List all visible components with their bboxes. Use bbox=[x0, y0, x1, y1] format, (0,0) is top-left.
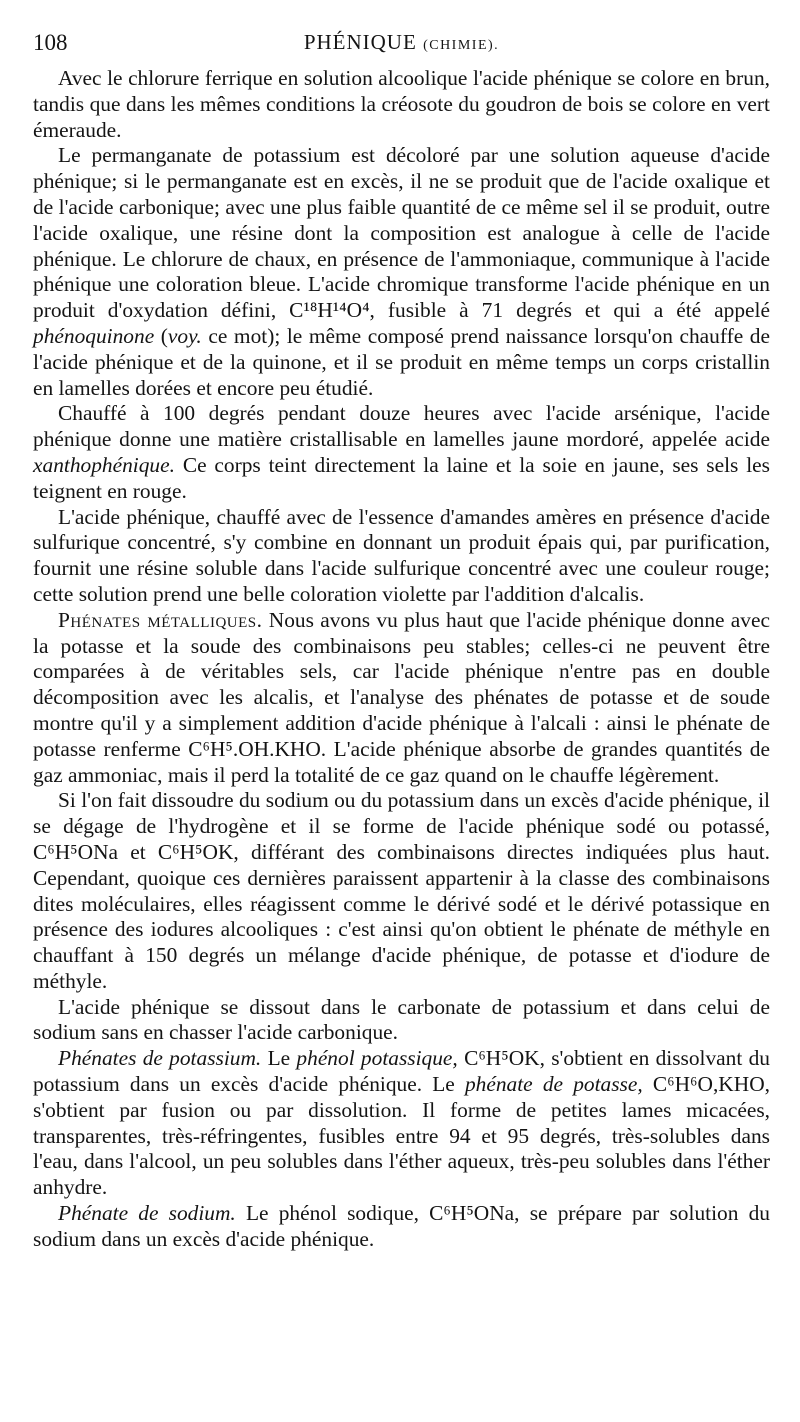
paragraph-8-text-c: C⁶H⁶O,KHO, s'obtient par fusion ou par dissolution. Il forme de petites lames micacées, transparentes, très-réfringentes, fusibles entre 94 et 95 degrés, très-solubles dans l'eau, dans l'alcool, un peu solubles dans l'éther aqueux, très-peu solubles dans l'éther anhydre. bbox=[33, 1072, 770, 1200]
page-header bbox=[33, 26, 770, 66]
cross-reference: voy. bbox=[167, 323, 202, 348]
term-phenate-de-potasse: phénate de potasse, bbox=[464, 1072, 643, 1097]
paragraph-7: L'acide phénique se dissout dans le carbonate de potassium et dans celui de sodium sans en chasser l'acide carbonique. bbox=[33, 994, 770, 1045]
paragraph-8-text-b: C⁶H⁵OK, s'obtient en dissolvant du potassium dans un excès d'acide phénique. Le bbox=[33, 1046, 770, 1097]
paragraph-2-text-b: ( bbox=[154, 323, 168, 348]
paragraph-1: Avec le chlorure ferrique en solution alcoolique l'acide phénique se colore en brun, tandis que dans les mêmes conditions la créosote du goudron de bois se colore en vert émeraude. bbox=[33, 66, 770, 142]
paragraph-6: Si l'on fait dissoudre du sodium ou du potassium dans un excès d'acide phénique, il se dégage de l'hydrogène et il se forme de l'acide phénique sodé ou potassé, C⁶H⁵ONa et C⁶H⁵OK, différant des combinaisons directes indiquées plus haut. Cependant, quoique ces dernières paraissent appartenir à la classe des combinaisons dites moléculaires, elles réagissent comme le dérivé sodé et le dérivé potassique en présence des iodures alcooliques : c'est ainsi qu'on obtient le phénate de méthyle en chauffant à 150 degrés un mélange d'acide phénique, de potasse et d'iodure de méthyle. bbox=[33, 788, 770, 993]
body-text bbox=[33, 66, 770, 1253]
paragraph-3 bbox=[33, 401, 770, 504]
section-heading-phenates-potassium: Phénates de potassium. bbox=[58, 1046, 262, 1071]
paragraph-2 bbox=[33, 143, 770, 401]
running-title-subtitle: (CHIMIE). bbox=[423, 38, 500, 53]
paragraph-5-text: Nous avons vu plus haut que l'acide phénique donne avec la potasse et la soude des combinaisons peu stables; celles-ci ne peuvent être comparées à de véritables sels, car l'acide phénique n'entre pas en double décomposition avec les alcalis, et l'analyse des phénates de potasse et de soude montre qu'il y a simplement addition d'acide phénique à l'alcali : ainsi le phénate de potasse renferme C⁶H⁵.OH.KHO. L'acide phénique absorbe de grandes quantités de gaz ammoniac, mais il perd la totalité de ce gaz quand on le chauffe légèrement. bbox=[33, 607, 770, 787]
page-number: 108 bbox=[33, 30, 68, 55]
section-heading-phenates-metalliques: Phénates métalliques. bbox=[58, 607, 263, 632]
paragraph-3-text-b: Ce corps teint directement la laine et la soie en jaune, ses sels les teignent en rouge. bbox=[33, 452, 770, 503]
term-xanthophenique: xanthophénique. bbox=[33, 452, 175, 477]
paragraph-3-text-a: Chauffé à 100 degrés pendant douze heures avec l'acide arsénique, l'acide phénique donne une matière cristallisable en lamelles jaune mordoré, appelée acide bbox=[33, 401, 770, 452]
running-title-main: PHÉNIQUE bbox=[303, 30, 417, 54]
section-heading-phenate-sodium: Phénate de sodium. bbox=[58, 1201, 236, 1226]
paragraph-2-text-a: Le permanganate de potassium est décoloré par une solution aqueuse d'acide phénique; si le permanganate est en excès, il ne se produit que de l'acide oxalique et de l'acide carbonique; avec une plus faible quantité de ce même sel il se produit, outre l'acide oxalique, une résine dont la composition est analogue à celle de l'acide phénique. Le chlorure de chaux, en présence de l'ammoniaque, communique à l'acide phénique une coloration bleue. L'acide chromique transforme l'acide phénique en un produit d'oxydation défini, C¹⁸H¹⁴O⁴, fusible à 71 degrés et qui a été appelé bbox=[33, 143, 770, 323]
paragraph-9-text: Le phénol sodique, C⁶H⁵ONa, se prépare par solution du sodium dans un excès d'acide phénique. bbox=[33, 1201, 770, 1251]
term-phenol-potassique: phénol potassique, bbox=[296, 1046, 458, 1071]
paragraph-4: L'acide phénique, chauffé avec de l'essence d'amandes amères en présence d'acide sulfurique concentré, s'y combine en donnant un produit épais qui, par purification, fournit une résine soluble dans l'acide sulfurique concentré avec une couleur rouge; cette solution prend une belle coloration violette par l'addition d'alcalis. bbox=[33, 504, 770, 606]
paragraph-2-text-c: ce mot); le même composé prend naissance lorsqu'on chauffe de l'acide phénique et de la quinone, et il se produit en même temps un corps cristallin en lamelles dorées et encore peu étudié. bbox=[33, 323, 770, 400]
term-phenoquinone: phénoquinone bbox=[33, 323, 155, 348]
paragraph-8 bbox=[33, 1046, 770, 1201]
paragraph-8-text-a: Le bbox=[261, 1046, 297, 1071]
paragraph-5 bbox=[33, 608, 770, 789]
running-title bbox=[33, 30, 770, 55]
paragraph-9 bbox=[33, 1201, 770, 1253]
